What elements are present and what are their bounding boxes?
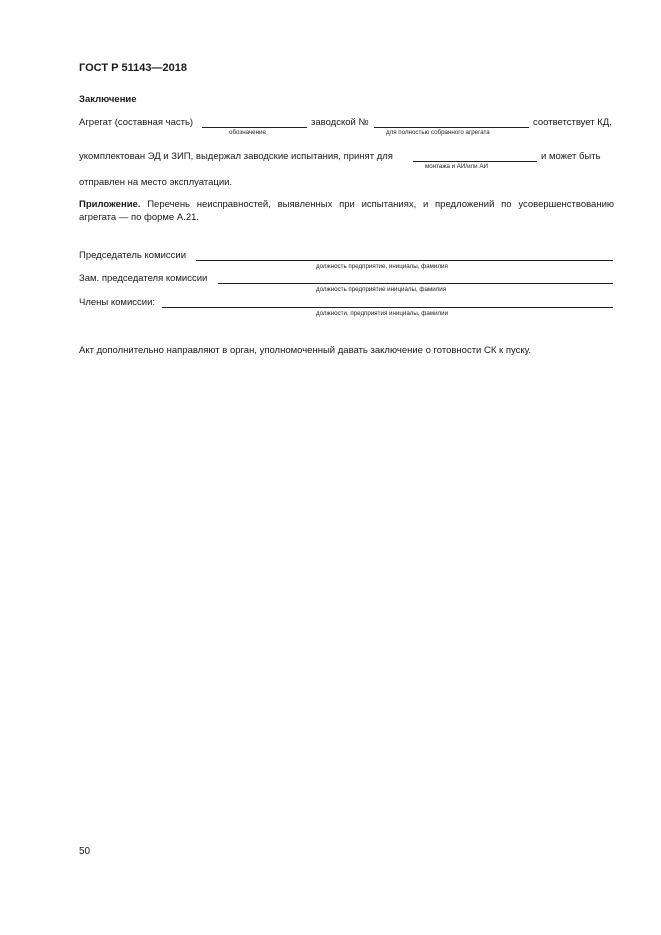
- serial-number-field: [374, 127, 529, 128]
- deputy-chairman-signature-field: [218, 283, 613, 284]
- deputy-chairman-hint: должность предприятие инициалы, фамилия: [316, 286, 447, 293]
- appendix-label: Приложение.: [79, 199, 141, 210]
- page-number: 50: [79, 846, 91, 857]
- chairman-signature-field: [196, 260, 613, 261]
- designation-hint: обозначение: [229, 129, 266, 136]
- deputy-chairman-label: Зам. председателя комиссии: [79, 273, 208, 284]
- acceptance-hint: монтажа и АИ/или АИ: [425, 163, 488, 170]
- members-label: Члены комиссии:: [79, 297, 156, 308]
- members-hint: должности, предприятия инициалы, фамилии: [316, 310, 449, 317]
- footer-note: Акт дополнительно направляют в орган, уполномоченный давать заключение о готовности СК к пуску.: [79, 345, 532, 356]
- chairman-hint: должность предприятие, инициалы, фамилия: [316, 263, 448, 270]
- aggregate-label: Агрегат (составная часть): [79, 117, 194, 128]
- conforms-text: соответствует КД,: [533, 117, 612, 128]
- members-signature-field: [162, 307, 613, 308]
- equipped-text: укомплектован ЭД и ЗИП, выдержал заводские испытания, принят для: [79, 151, 393, 162]
- designation-field: [202, 127, 307, 128]
- acceptance-field: [413, 161, 537, 162]
- may-be-text: и может быть: [541, 151, 601, 162]
- serial-number-label: заводской №: [311, 117, 369, 128]
- shipped-text: отправлен на место эксплуатации.: [79, 177, 233, 188]
- serial-number-hint: для полностью собранного агрегата: [386, 129, 490, 136]
- document-header: ГОСТ Р 51143—2018: [79, 62, 187, 74]
- appendix-text: Перечень неисправностей, выявленных при испытаниях, и предложений по усовершенствованию агрегата — по форме А.21.: [79, 199, 615, 223]
- chairman-label: Председатель комиссии: [79, 250, 187, 261]
- appendix-paragraph: [79, 198, 614, 224]
- conclusion-heading: Заключение: [79, 94, 137, 105]
